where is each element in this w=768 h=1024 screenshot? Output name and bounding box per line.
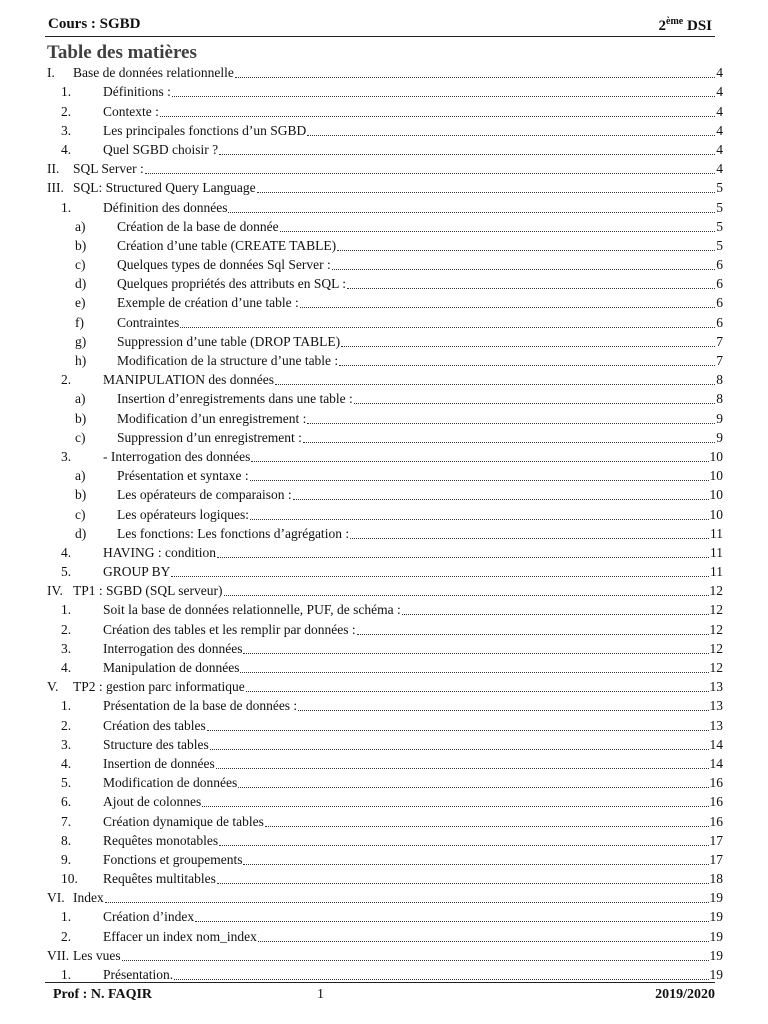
- dot-leader: [250, 479, 709, 481]
- dot-leader: [105, 901, 709, 903]
- class-level-name: DSI: [683, 18, 712, 34]
- toc-entry-label: Effacer un index nom_index: [103, 928, 257, 944]
- toc-entry-page: 6: [716, 314, 723, 330]
- toc-entry-page: 11: [710, 525, 723, 541]
- toc-entry[interactable]: [47, 772, 723, 791]
- dot-leader: [341, 345, 715, 347]
- toc-entry-page: 12: [709, 602, 723, 618]
- dot-leader: [160, 115, 715, 117]
- toc-entry-label: Les opérateurs de comparaison :: [117, 487, 292, 503]
- toc-entry[interactable]: [47, 753, 723, 772]
- dot-leader: [210, 748, 709, 750]
- toc-entry[interactable]: [47, 484, 723, 503]
- toc-entry-page: 13: [709, 698, 723, 714]
- toc-entry-page: 19: [709, 967, 723, 982]
- dot-leader: [172, 95, 715, 97]
- toc-entry[interactable]: [47, 561, 723, 580]
- toc-entry[interactable]: [47, 714, 723, 733]
- toc-entry[interactable]: [47, 925, 723, 944]
- toc-entry-page: 5: [716, 199, 723, 215]
- dot-leader: [122, 959, 709, 961]
- toc-entry-page: 6: [716, 257, 723, 273]
- dot-leader: [246, 690, 709, 692]
- dot-leader: [307, 422, 715, 424]
- toc-entry-number: 5.: [61, 775, 72, 791]
- toc-entry-page: 14: [709, 755, 723, 771]
- toc-entry[interactable]: [47, 868, 723, 887]
- toc-entry-number: 1.: [61, 967, 72, 982]
- toc-entry-page: 17: [709, 851, 723, 867]
- toc-entry-number: I.: [47, 65, 55, 81]
- toc-entry-label: Les principales fonctions d’un SGBD: [103, 122, 307, 138]
- dot-leader: [402, 613, 709, 615]
- toc-entry-page: 13: [709, 679, 723, 695]
- dot-leader: [307, 134, 715, 136]
- toc-entry-number: 1.: [61, 909, 72, 925]
- dot-leader: [332, 268, 716, 270]
- toc-entry-label: Présentation.: [103, 967, 174, 982]
- toc-entry-page: 16: [709, 813, 723, 829]
- toc-entry-label: Modification d’un enregistrement :: [117, 410, 307, 426]
- toc-entry-page: 4: [716, 161, 723, 177]
- toc-entry-page: 12: [709, 640, 723, 656]
- toc-entry-number: c): [75, 257, 86, 273]
- toc-entry-page: 9: [716, 410, 723, 426]
- toc-entry-label: Quelques types de données Sql Server :: [117, 257, 331, 273]
- course-title: Cours : SGBD: [48, 16, 141, 32]
- toc-entry[interactable]: [47, 446, 723, 465]
- toc-entry[interactable]: [47, 427, 723, 446]
- toc-entry-page: 10: [709, 487, 723, 503]
- dot-leader: [224, 594, 709, 596]
- dot-leader: [145, 172, 716, 174]
- toc-entry[interactable]: [47, 906, 723, 925]
- toc-entry-number: 7.: [61, 813, 72, 829]
- page-number: 1: [317, 987, 324, 1002]
- toc-entry[interactable]: [47, 350, 723, 369]
- toc-entry-number: 1.: [61, 199, 72, 215]
- dot-leader: [207, 729, 709, 731]
- toc-entry[interactable]: [47, 523, 723, 542]
- toc-entry-label: Exemple de création d’une table :: [117, 295, 299, 311]
- toc-entry-number: 3.: [61, 122, 72, 138]
- toc-entry[interactable]: [47, 810, 723, 829]
- school-year: 2019/2020: [655, 987, 715, 1002]
- toc-entry[interactable]: [47, 100, 723, 119]
- toc-entry-page: 19: [709, 928, 723, 944]
- toc-entry-label: Quel SGBD choisir ?: [103, 141, 219, 157]
- toc-entry-label: GROUP BY: [103, 564, 171, 580]
- dot-leader: [180, 326, 715, 328]
- toc-entry-label: Création d’une table (CREATE TABLE): [117, 237, 337, 253]
- toc-entry-label: TP2 : gestion parc informatique: [73, 679, 245, 695]
- toc-entry-label: SQL: Structured Query Language: [73, 180, 256, 196]
- toc-entry-number: 2.: [61, 717, 72, 733]
- toc-entry-label: Insertion de données: [103, 755, 215, 771]
- toc-entry-number: 2.: [61, 928, 72, 944]
- toc-entry[interactable]: [47, 158, 723, 177]
- toc-entry-number: h): [75, 353, 87, 368]
- toc-entry-number: 3.: [61, 736, 72, 752]
- toc-entry[interactable]: [47, 599, 723, 618]
- toc-entry-page: 10: [709, 468, 723, 484]
- toc-entry-number: c): [75, 506, 86, 522]
- toc-entry-page: 4: [716, 103, 723, 119]
- toc-entry[interactable]: [47, 273, 723, 292]
- toc-entry-label: Quelques propriétés des attributs en SQL :: [117, 276, 346, 292]
- toc-entry-number: a): [75, 391, 86, 407]
- dot-leader: [240, 671, 708, 673]
- toc-entry-label: Requêtes monotables: [103, 832, 219, 848]
- dot-leader: [238, 786, 708, 788]
- toc-entry-label: Structure des tables: [103, 736, 209, 752]
- toc-entry[interactable]: [47, 945, 723, 964]
- toc-entry-label: Modification de la structure d’une table :: [117, 353, 339, 368]
- toc-entry-label: Soit la base de données relationnelle, PUF, de schéma :: [103, 602, 401, 618]
- toc-entry-label: Contexte :: [103, 103, 159, 119]
- dot-leader: [298, 709, 708, 711]
- toc-entry-label: Présentation et syntaxe :: [117, 468, 249, 484]
- dot-leader: [280, 230, 716, 232]
- dot-leader: [337, 249, 715, 251]
- dot-leader: [250, 518, 709, 520]
- toc-entry-page: 9: [716, 429, 723, 445]
- toc-entry-number: 10.: [61, 871, 78, 887]
- toc-entry-number: II.: [47, 161, 60, 177]
- toc-entry-number: a): [75, 218, 86, 234]
- dot-leader: [339, 364, 715, 366]
- toc-entry[interactable]: [47, 734, 723, 753]
- toc-entry-label: Création de la base de donnée: [117, 218, 279, 234]
- toc-entry-number: 2.: [61, 621, 72, 637]
- toc-entry-label: Les fonctions: Les fonctions d’agrégation :: [117, 525, 350, 541]
- toc-entry[interactable]: [47, 196, 723, 215]
- author: Prof : N. FAQIR: [53, 987, 153, 1002]
- toc-entry-label: HAVING : condition: [103, 544, 216, 560]
- toc-entry-number: 9.: [61, 851, 72, 867]
- toc-entry-page: 5: [716, 180, 723, 196]
- toc-entry-label: Création d’index: [103, 909, 195, 925]
- toc-entry-number: IV.: [47, 583, 63, 599]
- toc-entry-label: Création des tables et les remplir par données :: [103, 621, 356, 637]
- toc-entry-number: III.: [47, 180, 64, 196]
- toc-entry-page: 8: [716, 391, 723, 407]
- toc-entry-label: SQL Server :: [73, 161, 144, 177]
- toc-entry-label: TP1 : SGBD (SQL serveur): [73, 583, 223, 599]
- toc-entry-page: 4: [716, 122, 723, 138]
- toc-entry-label: Création dynamique de tables: [103, 813, 264, 829]
- toc-entry-label: Manipulation de données: [103, 660, 240, 675]
- toc-entry-label: Création des tables: [103, 717, 206, 733]
- page-header: [45, 14, 715, 37]
- toc-entry[interactable]: [47, 62, 723, 81]
- toc-entry[interactable]: [47, 676, 723, 695]
- toc-entry[interactable]: [47, 120, 723, 139]
- toc-entry[interactable]: [47, 830, 723, 849]
- dot-leader: [347, 287, 715, 289]
- toc-entry-page: 12: [709, 583, 723, 599]
- toc-entry-label: Fonctions et groupements: [103, 851, 243, 867]
- table-of-contents: [47, 62, 723, 983]
- toc-entry-page: 16: [709, 794, 723, 810]
- toc-entry-page: 5: [716, 218, 723, 234]
- toc-entry-number: e): [75, 295, 86, 311]
- toc-entry-number: 1.: [61, 84, 72, 100]
- dot-leader: [350, 537, 709, 539]
- toc-entry[interactable]: [47, 369, 723, 388]
- toc-entry-number: 1.: [61, 602, 72, 618]
- toc-entry[interactable]: [47, 331, 723, 350]
- toc-entry[interactable]: [47, 311, 723, 330]
- toc-entry[interactable]: [47, 235, 723, 254]
- class-level-number: 2: [658, 18, 667, 34]
- toc-entry-label: Suppression d’un enregistrement :: [117, 429, 302, 445]
- toc-entry-label: Définitions :: [103, 84, 171, 100]
- toc-entry[interactable]: [47, 216, 723, 235]
- toc-entry-page: 18: [709, 871, 723, 887]
- toc-entry-label: Ajout de colonnes: [103, 794, 202, 810]
- toc-entry-number: g): [75, 333, 87, 349]
- toc-entry[interactable]: [47, 292, 723, 311]
- toc-entry[interactable]: [47, 887, 723, 906]
- toc-entry[interactable]: [47, 849, 723, 868]
- toc-entry-number: d): [75, 525, 87, 541]
- toc-entry-number: 2.: [61, 372, 72, 388]
- dot-leader: [171, 575, 709, 577]
- dot-leader: [300, 306, 715, 308]
- toc-entry-number: 8.: [61, 832, 72, 848]
- toc-entry[interactable]: [47, 503, 723, 522]
- toc-entry-page: 19: [709, 909, 723, 925]
- toc-title: Table des matières: [47, 42, 197, 63]
- toc-entry-label: Insertion d’enregistrements dans une table :: [117, 391, 353, 407]
- toc-entry-page: 11: [710, 544, 723, 560]
- dot-leader: [293, 498, 709, 500]
- toc-entry-number: 2.: [61, 103, 72, 119]
- dot-leader: [219, 153, 715, 155]
- toc-entry-page: 5: [716, 237, 723, 253]
- dot-leader: [354, 402, 715, 404]
- toc-entry[interactable]: [47, 254, 723, 273]
- toc-entry[interactable]: [47, 139, 723, 158]
- dot-leader: [275, 383, 715, 385]
- dot-leader: [195, 920, 708, 922]
- toc-entry-page: 4: [716, 84, 723, 100]
- toc-entry[interactable]: [47, 407, 723, 426]
- toc-entry-number: 4.: [61, 660, 72, 675]
- dot-leader: [216, 767, 709, 769]
- dot-leader: [219, 844, 708, 846]
- toc-entry-page: 13: [709, 717, 723, 733]
- toc-entry-page: 16: [709, 775, 723, 791]
- toc-entry-page: 8: [716, 372, 723, 388]
- toc-entry-page: 12: [709, 660, 723, 675]
- toc-entry-number: V.: [47, 679, 59, 695]
- toc-entry-page: 10: [709, 448, 723, 464]
- toc-entry-page: 7: [716, 333, 723, 349]
- toc-entry-label: Base de données relationnelle: [73, 65, 234, 81]
- toc-entry-label: Les vues: [73, 947, 121, 963]
- toc-entry-number: b): [75, 487, 87, 503]
- toc-entry-number: a): [75, 468, 86, 484]
- dot-leader: [217, 882, 709, 884]
- toc-entry-number: VII.: [47, 947, 70, 963]
- dot-leader: [257, 191, 716, 193]
- toc-entry-page: 4: [716, 65, 723, 81]
- toc-entry-label: Définition des données: [103, 199, 228, 215]
- toc-entry-number: 4.: [61, 755, 72, 771]
- toc-entry-page: 14: [709, 736, 723, 752]
- toc-entry[interactable]: [47, 638, 723, 657]
- toc-entry[interactable]: [47, 542, 723, 561]
- toc-entry-label: Contraintes: [117, 314, 180, 330]
- dot-leader: [243, 652, 708, 654]
- toc-entry[interactable]: [47, 657, 723, 676]
- toc-entry-number: f): [75, 314, 84, 330]
- toc-entry-page: 7: [716, 353, 723, 368]
- toc-entry-label: Interrogation des données: [103, 640, 243, 656]
- toc-entry-number: 3.: [61, 448, 72, 464]
- toc-entry-page: 19: [709, 890, 723, 906]
- toc-entry[interactable]: [47, 388, 723, 407]
- toc-entry-number: 5.: [61, 564, 72, 580]
- toc-entry-label: Les opérateurs logiques:: [117, 506, 249, 522]
- toc-entry[interactable]: [47, 695, 723, 714]
- toc-entry-number: VI.: [47, 890, 65, 906]
- toc-entry[interactable]: [47, 580, 723, 599]
- dot-leader: [202, 805, 708, 807]
- dot-leader: [243, 863, 708, 865]
- toc-entry-page: 12: [709, 621, 723, 637]
- dot-leader: [303, 441, 715, 443]
- toc-entry-number: 4.: [61, 141, 72, 157]
- toc-entry-label: Présentation de la base de données :: [103, 698, 298, 714]
- toc-entry-page: 19: [709, 947, 723, 963]
- toc-entry-number: b): [75, 237, 87, 253]
- toc-entry-number: b): [75, 410, 87, 426]
- toc-entry-number: d): [75, 276, 87, 292]
- toc-entry-page: 10: [709, 506, 723, 522]
- toc-entry-page: 6: [716, 295, 723, 311]
- toc-entry-number: 4.: [61, 544, 72, 560]
- toc-entry[interactable]: [47, 964, 723, 983]
- toc-entry-label: Suppression d’une table (DROP TABLE): [117, 333, 341, 349]
- toc-entry[interactable]: [47, 81, 723, 100]
- toc-entry-label: Index: [73, 890, 104, 906]
- toc-entry[interactable]: [47, 177, 723, 196]
- dot-leader: [258, 940, 709, 942]
- toc-entry-number: c): [75, 429, 86, 445]
- dot-leader: [265, 825, 709, 827]
- dot-leader: [235, 76, 715, 78]
- class-level: [659, 16, 712, 35]
- dot-leader: [228, 211, 715, 213]
- toc-entry[interactable]: [47, 465, 723, 484]
- dot-leader: [174, 978, 708, 980]
- toc-entry-number: 6.: [61, 794, 72, 810]
- dot-leader: [251, 460, 708, 462]
- toc-entry-page: 11: [710, 564, 723, 580]
- dot-leader: [357, 633, 709, 635]
- toc-entry-page: 6: [716, 276, 723, 292]
- class-level-superscript: ème: [666, 16, 684, 27]
- toc-entry-number: 3.: [61, 640, 72, 656]
- toc-entry[interactable]: [47, 618, 723, 637]
- toc-entry-label: Requêtes multitables: [103, 871, 216, 887]
- toc-entry-label: - Interrogation des données: [103, 448, 251, 464]
- page-footer: [45, 982, 715, 1007]
- toc-entry[interactable]: [47, 791, 723, 810]
- toc-entry-label: Modification de données: [103, 775, 238, 791]
- toc-entry-label: MANIPULATION des données: [103, 372, 274, 388]
- dot-leader: [217, 556, 709, 558]
- toc-entry-page: 4: [716, 141, 723, 157]
- toc-entry-number: 1.: [61, 698, 72, 714]
- toc-entry-page: 17: [709, 832, 723, 848]
